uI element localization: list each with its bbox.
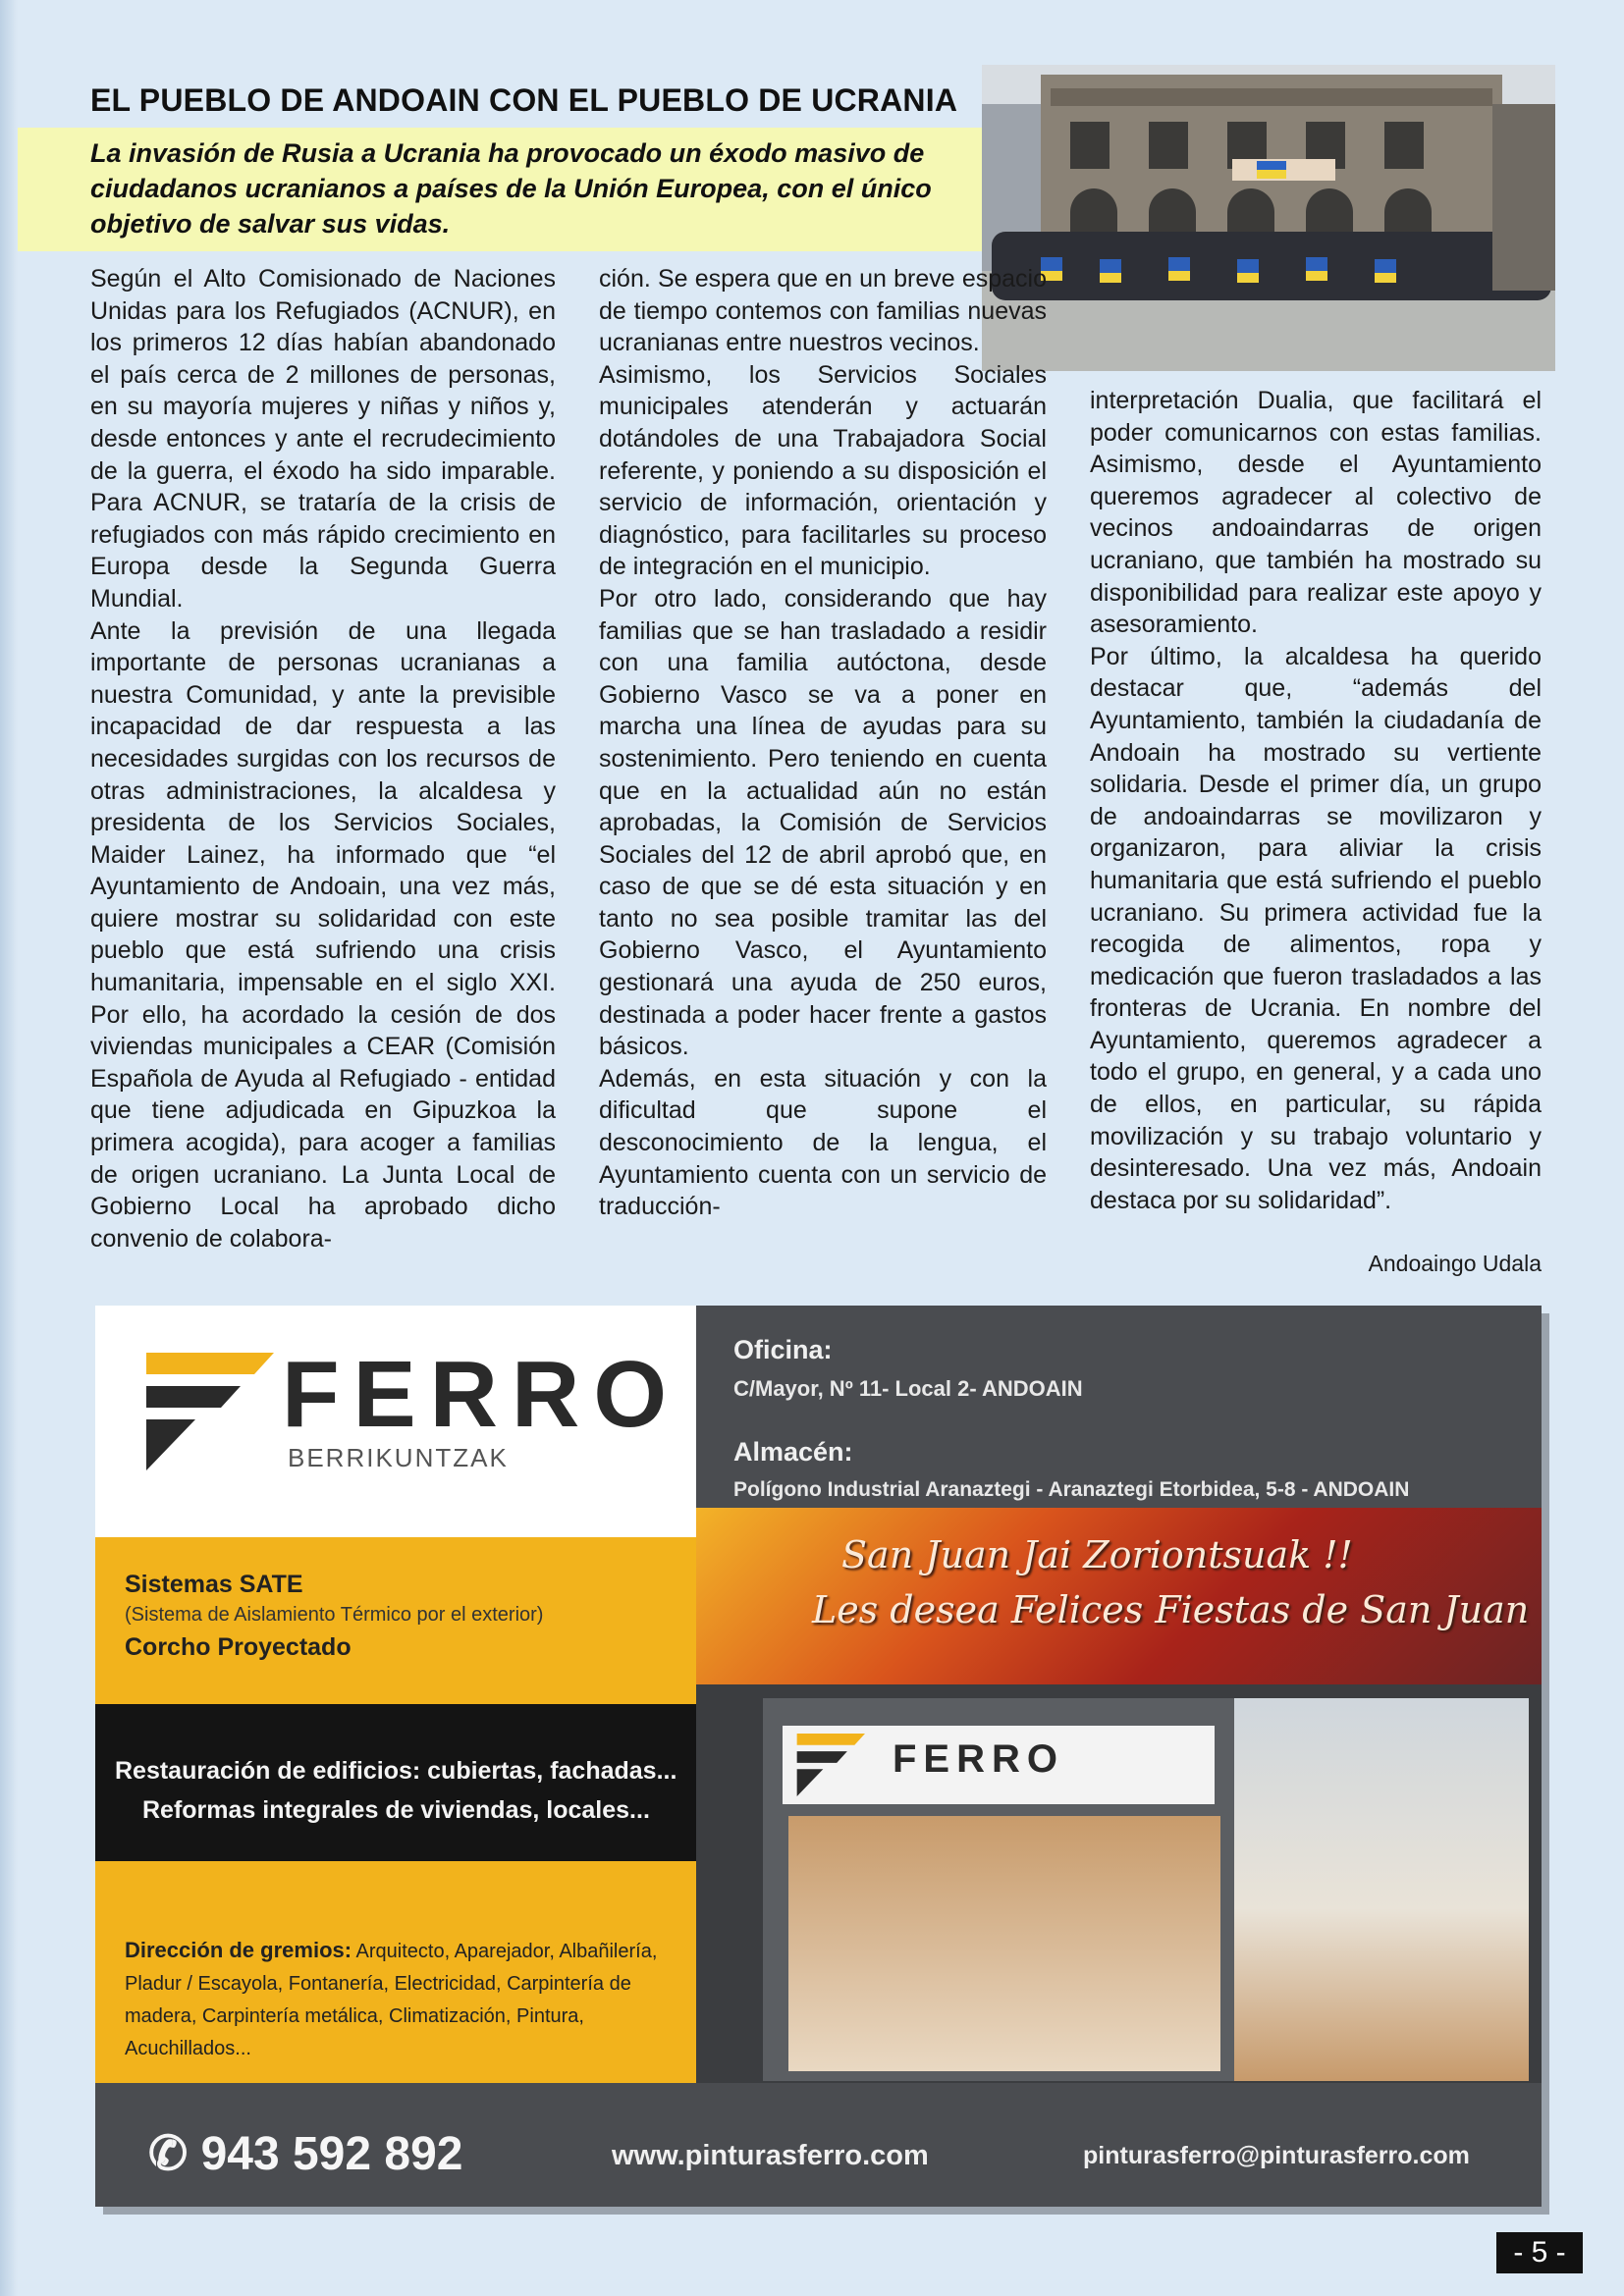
ferro-advertisement [95, 1306, 1542, 2207]
ad-phone [148, 2126, 463, 2181]
ad-office-address: C/Mayor, Nº 11- Local 2- ANDOAIN [733, 1376, 1083, 1401]
store-interior-photo [1234, 1698, 1529, 2081]
paragraph: Por otro lado, considerando que hay familias que se han trasladado a residir con una familia autóctona, desde Gobierno Vasco se va a poner en marcha una línea de ayudas para su sostenimiento. Pero teniendo en cuenta que en la actualidad aún no están aprobadas, la Comisión de Servicios Sociales del 12 de abril aprobó que, en caso de que se dé esta situación y en tanto no sea posible tramitar las del Gobierno Vasco, el Ayuntamiento gestionará una ayuda de 250 euros, destinada a poder hacer frente a gastos básicos. [599, 584, 1047, 1061]
town-hall-photo [982, 65, 1555, 371]
ad-greeting-spanish: Les desea Felices Fiestas de San Juan [812, 1588, 1530, 1631]
ad-restoration-line-1: Restauración de edificios: cubiertas, fachadas... [115, 1757, 677, 1785]
ad-email[interactable]: pinturasferro@pinturasferro.com [1083, 2142, 1470, 2169]
ad-restoration-line-2: Reformas integrales de viviendas, locales... [142, 1796, 650, 1824]
article-lead: La invasión de Rusia a Ucrania ha provocado un éxodo masivo de ciudadanos ucranianos a países de la Unión Europea, con el único objetivo de salvar sus vidas. [90, 138, 932, 239]
ad-gremios-label: Dirección de gremios: [125, 1938, 352, 1962]
article-column-2 [599, 263, 1047, 1223]
paragraph: interpretación Dualia, que facilitará el poder comunicarnos con estas familias. Asimismo, desde el Ayuntamiento queremos agradecer al colectivo de vecinos andoaindarras de origen ucraniano, que también ha mostrado su disponibilidad para realizar este apoyo y asesoramiento. [1090, 387, 1542, 639]
ad-brand-name: FERRO [282, 1342, 680, 1447]
store-logo-icon [794, 1734, 873, 1796]
paragraph: Ante la previsión de una llegada importante de personas ucranianas a nuestra Comunidad, y ante la previsible incapacidad de dar respuesta a las necesidades surgidas con los recursos de otras administraciones, la alcaldesa y presidenta de los Servicios Sociales, Maider Lainez, ha informado que “el Ayuntamiento de Andoain, una vez más, quiere mostrar su solidaridad con este pueblo que está sufriendo una crisis humanitaria, impensable en el siglo XXI. Por ello, ha acordado la cesión de dos viviendas municipales a CEAR (Comisión Española de Ayuda al Refugiado - entidad que tiene adjudicada en Gipuzkoa la primera acogida), para acoger a familias de origen ucraniano. La Junta Local de Gobierno Local ha aprobado dicho convenio de colabora- [90, 616, 556, 1253]
ad-sate-subtitle: (Sistema de Aislamiento Térmico por el exterior) [125, 1604, 544, 1626]
article-headline: EL PUEBLO DE ANDOAIN CON EL PUEBLO DE UCRANIA [90, 82, 958, 118]
paragraph: ción. Se espera que en un breve espacio de tiempo contemos con familias nuevas ucranianas entre nuestros vecinos. [599, 265, 1047, 357]
ferro-logo-icon [146, 1353, 284, 1470]
ad-almacen-label: Almacén: [733, 1437, 853, 1467]
ad-greeting-basque: San Juan Jai Zoriontsuak !! [841, 1533, 1353, 1576]
page-edge [0, 0, 18, 2296]
ad-sate-title: Sistemas SATE [125, 1571, 303, 1598]
page-number: - 5 - [1496, 2232, 1583, 2273]
store-sign-text: FERRO [893, 1737, 1064, 1781]
ad-gremios-text [125, 1934, 675, 2065]
ad-gremios-list: Arquitecto, Aparejador, Albañilería, Pladur / Escayola, Fontanería, Electricidad, Carpintería de madera, Carpintería metálica, Climatización, Pintura, Acuchillados... [125, 1941, 658, 2059]
article-column-3 [1090, 385, 1542, 1216]
store-window [788, 1816, 1220, 2071]
paragraph: Asimismo, los Servicios Sociales municipales atenderán y actuarán dotándoles de una Trabajadora Social referente, y poniendo a su disposición el servicio de información, orientación y diagnóstico, para facilitarles su proceso de integración en el municipio. [599, 360, 1047, 581]
article-signature: Andoaingo Udala [1368, 1251, 1542, 1276]
ad-brand-subtitle: BERRIKUNTZAK [288, 1443, 509, 1472]
ad-almacen-address: Polígono Industrial Aranaztegi - Aranaztegi Etorbidea, 5-8 - ANDOAIN [733, 1478, 1410, 1501]
paragraph: Por último, la alcaldesa ha querido destacar que, “además del Ayuntamiento, también la ciudadanía de Andoain ha mostrado su vertiente solidaria. Desde el primer día, un grupo de andoaindarras se movilizaron y organizaron, para aliviar la crisis humanitaria que está sufriendo el pueblo ucraniano. Su primera actividad fue la recogida de alimentos, ropa y medicación que fueron trasladados a las fronteras de Ucrania. En nombre del Ayuntamiento, queremos agradecer a todo el grupo, en general, y a cada uno de ellos, en particular, su rápida movilización y su trabajo voluntario y desinteresado. Una vez más, Andoain destaca por su solidaridad”. [1090, 642, 1542, 1214]
ad-phone-number: 943 592 892 [200, 2128, 463, 2180]
ad-corcho: Corcho Proyectado [125, 1633, 352, 1661]
article-column-1 [90, 263, 556, 1255]
paragraph: Según el Alto Comisionado de Naciones Unidas para los Refugiados (ACNUR), en los primeros 12 días habían abandonado el país cerca de 2 millones de personas, en su mayoría mujeres y niñas y niños y, desde entonces y ante el recrudecimiento de la guerra, el éxodo ha sido imparable. Para ACNUR, se trataría de la crisis de refugiados con más rápido crecimiento en Europa desde la Segunda Guerra Mundial. [90, 265, 556, 613]
ad-website[interactable]: www.pinturasferro.com [612, 2140, 929, 2171]
ad-office-label: Oficina: [733, 1335, 833, 1364]
paragraph: Además, en esta situación y con la dificultad que supone el desconocimiento de la lengua, el Ayuntamiento cuenta con un servicio de traducción- [599, 1064, 1047, 1221]
phone-icon: ✆ [148, 2128, 201, 2180]
